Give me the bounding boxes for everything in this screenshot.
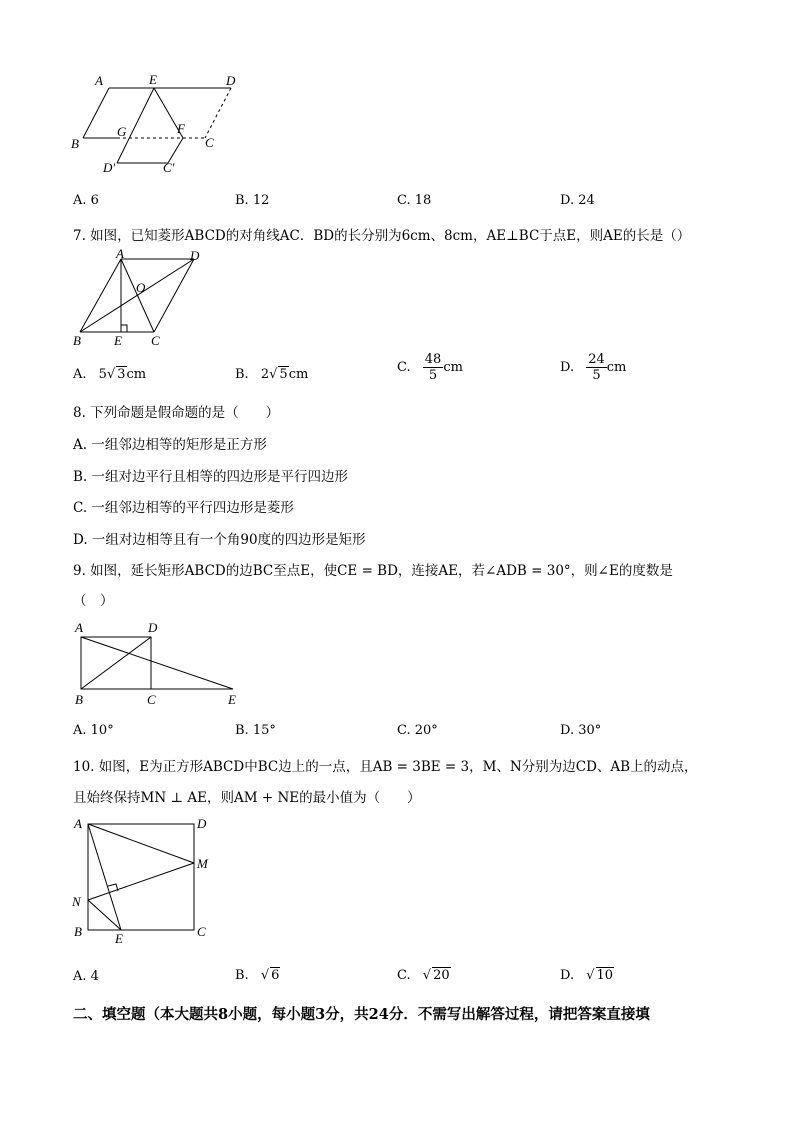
q7-option-c	[397, 352, 463, 383]
label-F: F	[177, 121, 185, 136]
label-Dprime: D′	[103, 160, 116, 175]
q6-option-a: A. 6	[73, 193, 99, 208]
label-E: E	[115, 931, 123, 946]
label-N: N	[72, 894, 81, 909]
q9-option-b: B. 15°	[235, 723, 276, 738]
unit: cm	[606, 360, 627, 375]
label-E: E	[228, 692, 236, 707]
unit: cm	[126, 367, 147, 382]
unit: cm	[288, 367, 309, 382]
q8-option-d: D. 一组对边相等且有一个角90度的四边形是矩形	[73, 532, 366, 548]
figure-q9	[68, 618, 248, 708]
option-prefix: B.	[235, 367, 249, 382]
q8-option-c: C. 一组邻边相等的平行四边形是菱形	[73, 500, 294, 516]
q8-option-a: A. 一组邻边相等的矩形是正方形	[73, 437, 267, 453]
denominator: 5	[592, 368, 601, 383]
numerator: 48	[424, 352, 442, 367]
q9-option-a: A. 10°	[73, 723, 114, 738]
q8-option-b: B. 一组对边平行且相等的四边形是平行四边形	[73, 469, 349, 485]
q10-option-a: A. 4	[73, 969, 99, 984]
figure-q10	[68, 812, 218, 947]
label-Cprime: C′	[163, 160, 175, 175]
label-A: A	[95, 73, 103, 88]
q7-option-a	[73, 366, 146, 382]
label-D: D	[148, 620, 158, 635]
q10-option-b	[235, 967, 280, 983]
radicand: 20	[433, 968, 450, 983]
label-B: B	[73, 333, 81, 348]
coefficient: 2	[260, 367, 270, 382]
q9-option-c: C. 20°	[397, 723, 438, 738]
option-prefix: B.	[235, 968, 249, 983]
label-M: M	[197, 856, 208, 871]
sqrt-sign: √	[260, 968, 270, 983]
label-A: A	[74, 816, 82, 831]
radicand: 3	[117, 367, 126, 382]
label-C: C	[205, 135, 214, 150]
label-D: D	[226, 73, 236, 88]
label-B: B	[71, 136, 79, 151]
label-B: B	[74, 924, 82, 939]
q9-text-line2: （ ）	[73, 593, 114, 609]
q6-option-c: C. 18	[397, 193, 432, 208]
label-E: E	[114, 333, 122, 348]
numerator: 24	[588, 352, 605, 367]
q6-option-b: B. 12	[235, 193, 270, 208]
figure-q7	[65, 248, 215, 348]
label-A: A	[75, 620, 83, 635]
label-O: O	[136, 280, 146, 295]
q7-text: 7. 如图，已知菱形ABCD的对角线AC．BD的长分别为6cm、8cm，AE⊥BC于点E，则AE的长是（）	[73, 228, 691, 244]
option-prefix: D.	[560, 360, 575, 375]
q9-option-d: D. 30°	[560, 723, 602, 738]
sqrt-sign: √	[586, 968, 595, 983]
option-prefix: C.	[397, 968, 411, 983]
sqrt-sign: √	[106, 367, 116, 382]
coefficient: 5	[98, 367, 107, 382]
option-prefix: D.	[560, 968, 575, 983]
option-prefix: A.	[73, 367, 87, 382]
label-D: D	[190, 248, 200, 263]
denominator: 5	[428, 368, 438, 383]
q6-option-d: D. 24	[560, 193, 595, 208]
radicand: 5	[279, 367, 288, 382]
label-E: E	[149, 72, 157, 87]
label-G: G	[117, 124, 127, 139]
radicand: 6	[271, 968, 280, 983]
label-C: C	[147, 692, 156, 707]
section-heading-fill-in: 二、填空题（本大题共8小题，每小题3分，共24分．不需写出解答过程，请把答案直接填	[73, 1006, 650, 1023]
q9-text-line1: 9. 如图，延长矩形ABCD的边BC至点E，使CE = BD，连接AE，若∠ADB = 30°，则∠E的度数是	[73, 563, 673, 579]
q10-option-c	[397, 967, 451, 983]
label-A: A	[116, 248, 124, 261]
q7-option-d	[560, 352, 626, 383]
radicand: 10	[596, 968, 614, 983]
fraction	[423, 352, 444, 383]
unit: cm	[443, 360, 463, 375]
label-C: C	[197, 924, 206, 939]
label-D: D	[197, 816, 207, 831]
fraction	[586, 352, 607, 383]
label-C: C	[151, 333, 160, 348]
q10-text-line1: 10. 如图，E为正方形ABCD中BC边上的一点，且AB = 3BE = 3，M、N分别为边CD、AB上的动点，	[73, 759, 698, 775]
sqrt-sign: √	[422, 968, 432, 983]
option-prefix: C.	[397, 360, 411, 375]
sqrt-sign: √	[269, 367, 278, 382]
q8-text: 8. 下列命题是假命题的是（ ）	[73, 405, 280, 421]
figure-q6	[65, 70, 265, 180]
q7-option-b	[235, 366, 308, 382]
q10-text-line2: 且始终保持MN ⊥ AE，则AM + NE的最小值为（ ）	[73, 790, 421, 806]
q10-option-d	[560, 967, 614, 983]
label-B: B	[75, 692, 83, 707]
